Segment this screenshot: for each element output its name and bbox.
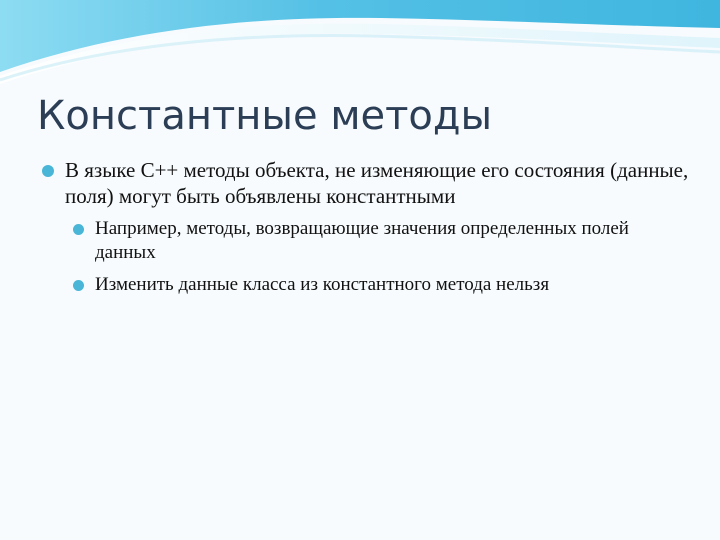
sub-bullet-text: Изменить данные класса из константного метода нельзя	[95, 274, 550, 295]
main-bullet-text: В языке C++ методы объекта, не изменяющие его состояния (данные, поля) могут быть объявлены константными	[65, 158, 689, 208]
bullet-icon	[73, 224, 84, 235]
sub-bullet	[72, 273, 690, 297]
top-wave-decoration	[0, 0, 720, 90]
bullet-list	[40, 157, 690, 305]
sub-bullet-list	[72, 217, 690, 297]
sub-bullet	[72, 217, 690, 265]
slide-title: Константные методы	[37, 93, 493, 139]
bullet-icon	[73, 280, 84, 291]
bullet-icon	[42, 165, 54, 177]
main-bullet	[40, 157, 690, 209]
sub-bullet-text: Например, методы, возвращающие значения определенных полей данных	[95, 218, 629, 263]
